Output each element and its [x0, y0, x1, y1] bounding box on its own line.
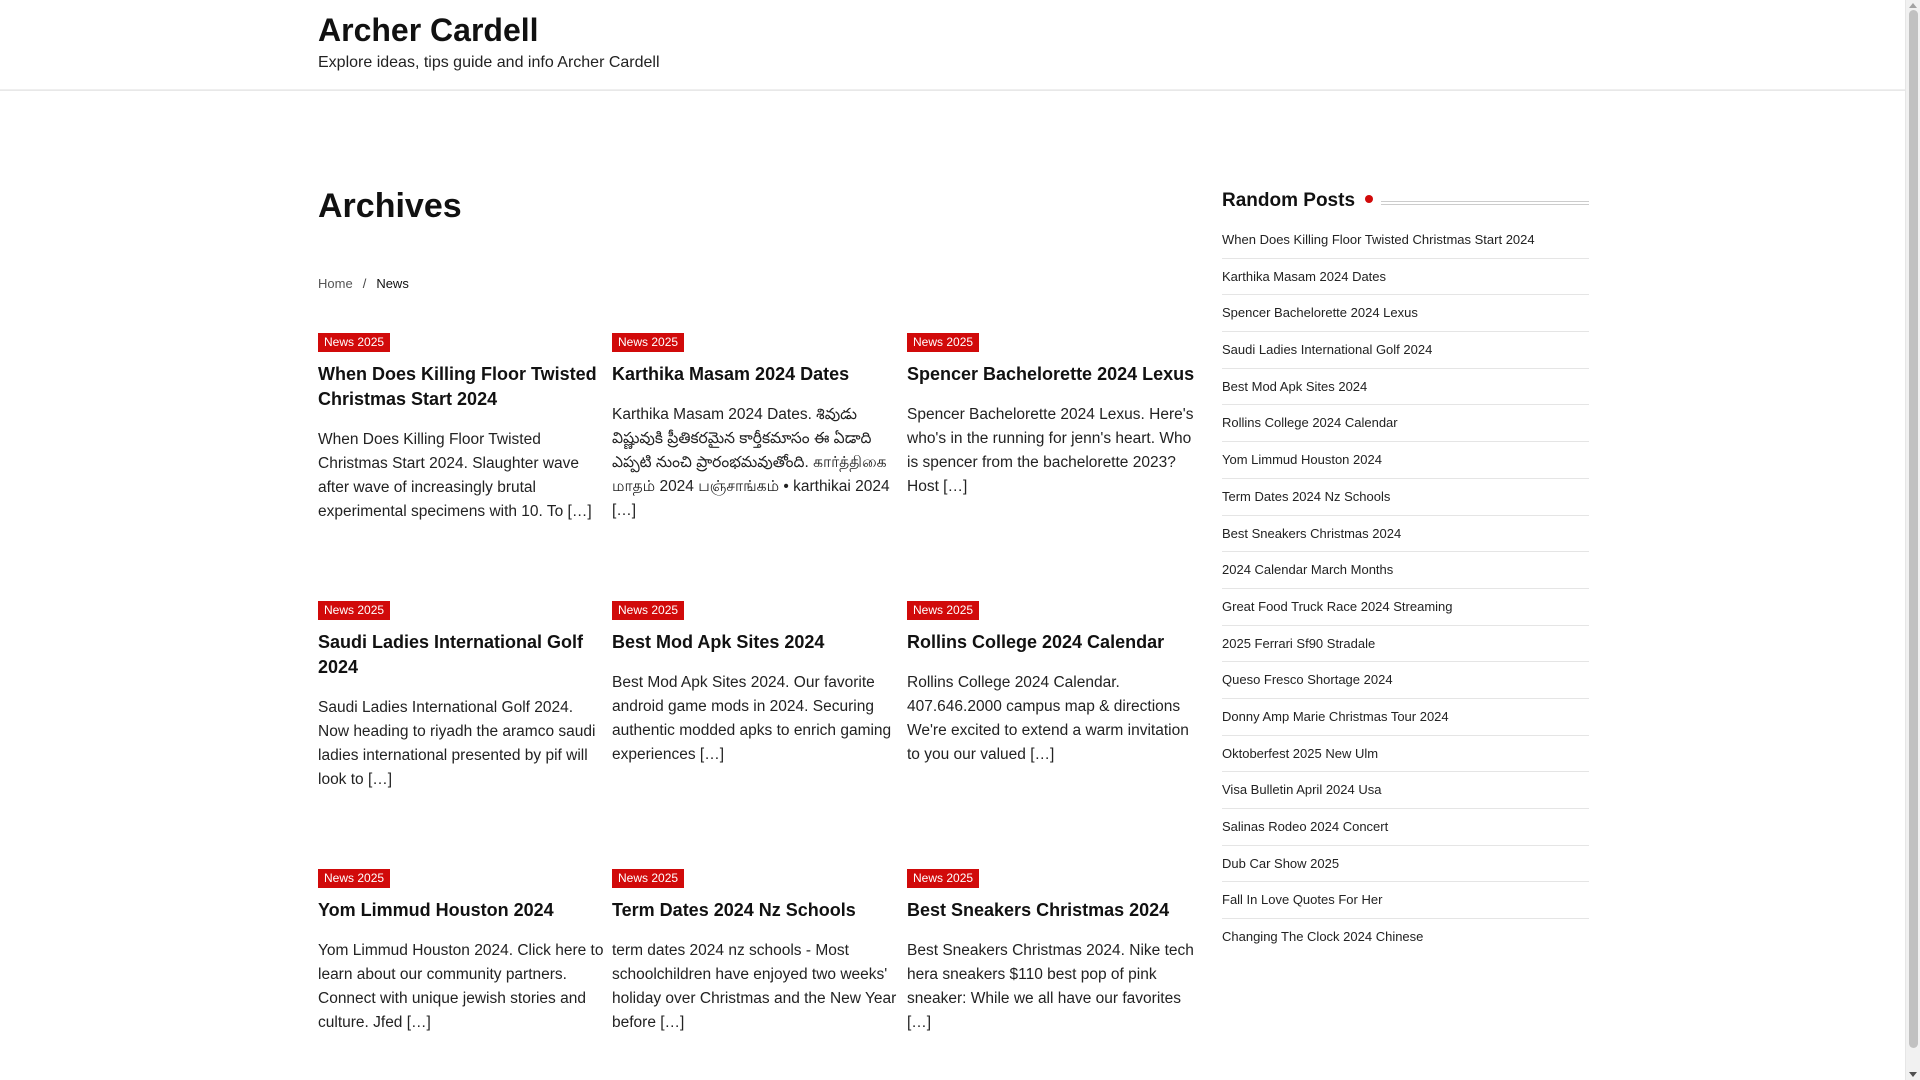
breadcrumb-home-link[interactable]: Home: [318, 276, 353, 291]
category-badge[interactable]: News 2025: [318, 333, 390, 352]
category-badge[interactable]: News 2025: [318, 601, 390, 620]
category-badge[interactable]: News 2025: [612, 869, 684, 888]
post-title-link[interactable]: Best Sneakers Christmas 2024: [907, 900, 1170, 920]
random-post-link[interactable]: Term Dates 2024 Nz Schools: [1222, 479, 1589, 516]
post-card: [907, 333, 1197, 499]
page-title: Archives: [318, 187, 462, 225]
scroll-down-arrow-icon[interactable]: [1909, 1072, 1917, 1077]
vertical-scrollbar[interactable]: [1905, 0, 1920, 1080]
post-card: [612, 333, 902, 523]
red-dot-icon: [1365, 195, 1373, 203]
random-post-link[interactable]: Rollins College 2024 Calendar: [1222, 405, 1589, 442]
breadcrumb-separator: /: [362, 276, 367, 291]
random-post-link[interactable]: Changing The Clock 2024 Chinese: [1222, 929, 1424, 945]
post-card: [907, 601, 1197, 767]
post-title-link[interactable]: Best Mod Apk Sites 2024: [612, 632, 825, 652]
site-header: [0, 0, 1905, 91]
post-title-link[interactable]: Yom Limmud Houston 2024: [318, 900, 554, 920]
scroll-up-arrow-icon[interactable]: [1909, 3, 1917, 8]
breadcrumb: [318, 276, 409, 291]
random-post-link[interactable]: Spencer Bachelorette 2024 Lexus: [1222, 295, 1589, 332]
post-excerpt: Spencer Bachelorette 2024 Lexus. Here's who's in the running for jenn's heart. Who is spencer from the bachelorette 2023? Host […]: [907, 406, 1194, 495]
post-title-link[interactable]: Rollins College 2024 Calendar: [907, 632, 1165, 652]
post-excerpt: Best Sneakers Christmas 2024. Nike tech hera sneakers $110 best pop of pink sneaker: While we all have our favorites […]: [907, 942, 1194, 1031]
post-excerpt: Rollins College 2024 Calendar. 407.646.2000 campus map & directions We're excited to extend a warm invitation to you our valued […]: [907, 674, 1189, 763]
category-badge[interactable]: News 2025: [907, 869, 979, 888]
post-excerpt: Best Mod Apk Sites 2024. Our favorite android game mods in 2024. Securing authentic modded apks to enrich gaming experiences […]: [612, 674, 892, 763]
random-post-link[interactable]: Saudi Ladies International Golf 2024: [1222, 332, 1589, 369]
post-excerpt: term dates 2024 nz schools - Most schoolchildren have enjoyed two weeks' holiday over Christmas and the New Year before […]: [612, 942, 897, 1031]
sidebar-random-posts: [1222, 190, 1589, 956]
random-post-link[interactable]: Queso Fresco Shortage 2024: [1222, 662, 1589, 699]
random-post-link[interactable]: Best Mod Apk Sites 2024: [1222, 369, 1589, 406]
random-post-link[interactable]: Oktoberfest 2025 New Ulm: [1222, 736, 1589, 773]
widget-title: [1222, 190, 1589, 220]
post-card: [318, 333, 608, 524]
random-post-link[interactable]: Best Sneakers Christmas 2024: [1222, 516, 1589, 553]
random-post-link[interactable]: Donny Amp Marie Christmas Tour 2024: [1222, 699, 1589, 736]
site-description: Explore ideas, tips guide and info Archer Cardell: [318, 54, 660, 71]
breadcrumb-current: News: [376, 276, 409, 291]
post-title-link[interactable]: Karthika Masam 2024 Dates: [612, 364, 850, 384]
post-card: [612, 869, 902, 1035]
scrollbar-thumb[interactable]: [1909, 10, 1918, 1048]
category-badge[interactable]: News 2025: [612, 601, 684, 620]
post-title-link[interactable]: When Does Killing Floor Twisted Christmas Start 2024: [318, 364, 597, 409]
random-post-link[interactable]: Fall In Love Quotes For Her: [1222, 882, 1589, 919]
category-badge[interactable]: News 2025: [612, 333, 684, 352]
random-posts-list: [1222, 222, 1589, 956]
post-card: [318, 869, 608, 1035]
category-badge[interactable]: News 2025: [907, 601, 979, 620]
post-title-link[interactable]: Term Dates 2024 Nz Schools: [612, 900, 856, 920]
post-excerpt: Saudi Ladies International Golf 2024. Now heading to riyadh the aramco saudi ladies international presented by pif will look to […]: [318, 699, 596, 788]
random-post-link[interactable]: Salinas Rodeo 2024 Concert: [1222, 809, 1589, 846]
random-post-link[interactable]: When Does Killing Floor Twisted Christmas Start 2024: [1222, 222, 1589, 259]
random-post-link[interactable]: Visa Bulletin April 2024 Usa: [1222, 772, 1589, 809]
post-card: [907, 869, 1197, 1035]
post-card: [318, 601, 608, 792]
category-badge[interactable]: News 2025: [907, 333, 979, 352]
post-excerpt: Yom Limmud Houston 2024. Click here to learn about our community partners. Connect with unique jewish stories and culture. Jfed […]: [318, 942, 604, 1031]
category-badge[interactable]: News 2025: [318, 869, 390, 888]
post-excerpt: When Does Killing Floor Twisted Christmas Start 2024. Slaughter wave after wave of increasingly brutal experimental specimens with 10. To […]: [318, 431, 592, 520]
post-title-link[interactable]: Spencer Bachelorette 2024 Lexus: [907, 364, 1195, 384]
random-post-link[interactable]: Dub Car Show 2025: [1222, 846, 1589, 883]
random-post-link[interactable]: 2025 Ferrari Sf90 Stradale: [1222, 626, 1589, 663]
post-card: [612, 601, 902, 767]
random-post-link[interactable]: Yom Limmud Houston 2024: [1222, 442, 1589, 479]
site-title-link[interactable]: Archer Cardell: [318, 12, 539, 48]
random-post-link[interactable]: Karthika Masam 2024 Dates: [1222, 259, 1589, 296]
random-post-link[interactable]: Great Food Truck Race 2024 Streaming: [1222, 589, 1589, 626]
random-post-link[interactable]: 2024 Calendar March Months: [1222, 552, 1589, 589]
post-title-link[interactable]: Saudi Ladies International Golf 2024: [318, 632, 584, 677]
widget-title-divider: [1381, 201, 1589, 205]
post-excerpt: Karthika Masam 2024 Dates. శివుడు విష్ణువుకి ప్రీతికరమైన కార్తీకమాసం ఈ ఏడాది ఎప్పటి నుంచి ప్రారంభమవుతోంది. கார்த்திகை மாதம் 2024 பஞ்சாங்கம் • karthikai 2024 […]: [612, 406, 890, 519]
header-divider: [0, 89, 1905, 90]
widget-title-text: Random Posts: [1222, 190, 1356, 211]
